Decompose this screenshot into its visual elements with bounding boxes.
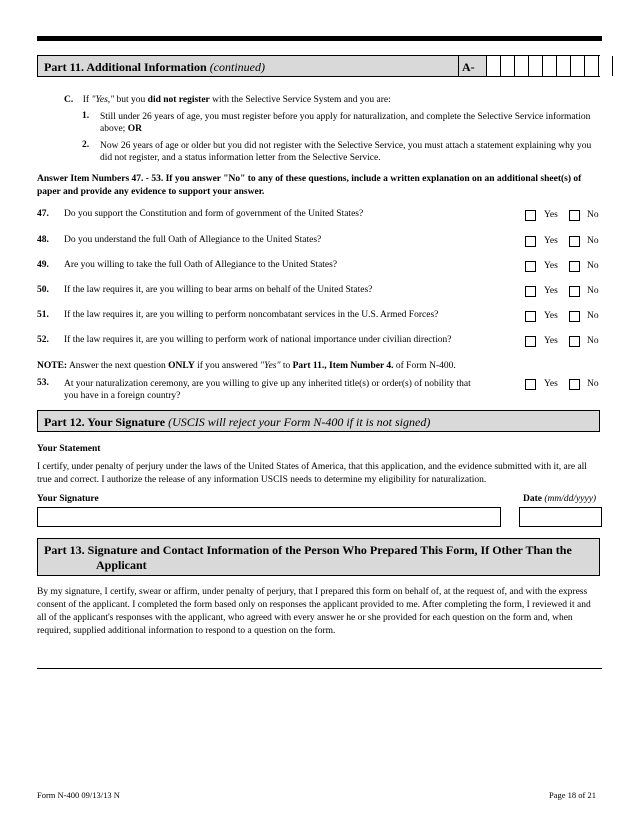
item-c-1-text: Still under 26 years of age, you must register before you apply for naturalization, and complete the Selective Service information above; OR <box>100 112 591 134</box>
q52-text: If the law requires it, are you willing to perform work of national importance under civilian direction? <box>64 335 452 345</box>
q49-no-label: No <box>587 261 599 271</box>
part13-text: By my signature, I certify, swear or affirm, under penalty of perjury, that I prepared this form on behalf of, at the request of, and with the express consent of the applicant. I completed the form based only on responses the applicant provided to me. After completing the form, I reviewed it and all of the applicant's responses with the applicant, who agreed with every answer he or she provided for each question on the form and, when required, supplied additional information to respond to a question on the form. <box>37 587 591 636</box>
part12-title: Part 12. Your Signature (USCIS will reject your Form N-400 if it is not signed) <box>44 415 431 429</box>
instructions: Answer Item Numbers 47. - 53. If you answer "No" to any of these questions, include a written explanation on an additional sheet(s) of paper and provide any evidence to support your answer. <box>37 174 582 197</box>
part12-header <box>37 410 600 432</box>
q51-text: If the law requires it, are you willing to perform noncombatant services in the U.S. Armed Forces? <box>64 310 439 320</box>
q53-yes-checkbox[interactable] <box>525 379 536 390</box>
q50-no-label: No <box>587 286 599 296</box>
item-c-2-text: Now 26 years of age or older but you did not register with the Selective Service, you must attach a statement explaining why you did not register, and a status information letter from the Selective Service. <box>100 141 592 163</box>
item-c-2-num: 2. <box>82 140 90 150</box>
q50-yes-checkbox[interactable] <box>525 286 536 297</box>
q47-num: 47. <box>37 209 49 219</box>
q52-yes-checkbox[interactable] <box>525 336 536 347</box>
q53-no-checkbox[interactable] <box>569 379 580 390</box>
q50-no-checkbox[interactable] <box>569 286 580 297</box>
q53-no-label: No <box>587 379 599 389</box>
q49-yes-label: Yes <box>544 261 558 271</box>
q52-no-label: No <box>587 336 599 346</box>
q48-no-checkbox[interactable] <box>569 236 580 247</box>
date-field[interactable] <box>519 507 602 527</box>
page-number: Page 18 of 21 <box>549 790 596 800</box>
item-c-1-num: 1. <box>82 111 90 121</box>
part13-title: Part 13. Signature and Contact Information of the Person Who Prepared This Form, If Other Than the Applicant <box>44 543 572 572</box>
q50-yes-label: Yes <box>544 286 558 296</box>
a-number-field[interactable] <box>486 56 626 76</box>
q51-no-checkbox[interactable] <box>569 311 580 322</box>
q52-yes-label: Yes <box>544 336 558 346</box>
q52-num: 52. <box>37 335 49 345</box>
q52-no-checkbox[interactable] <box>569 336 580 347</box>
divider <box>37 668 602 669</box>
date-label: Date (mm/dd/yyyy) <box>523 494 597 504</box>
signature-field[interactable] <box>37 507 501 527</box>
q51-no-label: No <box>587 311 599 321</box>
q47-no-checkbox[interactable] <box>569 210 580 221</box>
statement-heading: Your Statement <box>37 444 101 454</box>
q53-num: 53. <box>37 378 49 388</box>
q47-no-label: No <box>587 210 599 220</box>
statement-text: I certify, under penalty of perjury under the laws of the United States of America, that this application, and the evidence submitted with it, are all true and correct. I authorize the release of any information USCIS needs to determine my eligibility for naturalization. <box>37 462 587 485</box>
a-number-label: A- <box>462 60 475 74</box>
q51-yes-label: Yes <box>544 311 558 321</box>
q53-yes-label: Yes <box>544 379 558 389</box>
part13-header <box>37 538 600 576</box>
q49-text: Are you willing to take the full Oath of Allegiance to the United States? <box>64 260 338 270</box>
item-c: C. If "Yes," but you did not register with the Selective Service System and you are: <box>64 95 391 105</box>
q51-num: 51. <box>37 310 49 320</box>
q47-yes-label: Yes <box>544 210 558 220</box>
q48-yes-checkbox[interactable] <box>525 236 536 247</box>
part11-header <box>37 55 600 77</box>
q47-text: Do you support the Constitution and form of government of the United States? <box>64 209 364 219</box>
q53-text: At your naturalization ceremony, are you willing to give up any inherited title(s) or order(s) of nobility that you have in a foreign country? <box>64 379 471 401</box>
q51-yes-checkbox[interactable] <box>525 311 536 322</box>
q48-text: Do you understand the full Oath of Allegiance to the United States? <box>64 235 322 245</box>
q48-yes-label: Yes <box>544 236 558 246</box>
q50-text: If the law requires it, are you willing to bear arms on behalf of the United States? <box>64 285 373 295</box>
top-rule <box>37 36 602 41</box>
note: NOTE: Answer the next question ONLY if you answered "Yes" to Part 11., Item Number 4. of Form N-400. <box>37 361 456 371</box>
q48-no-label: No <box>587 236 599 246</box>
q47-yes-checkbox[interactable] <box>525 210 536 221</box>
q50-num: 50. <box>37 285 49 295</box>
part11-title: Part 11. Additional Information (continued) <box>44 60 265 74</box>
q48-num: 48. <box>37 235 49 245</box>
form-id: Form N-400 09/13/13 N <box>37 790 120 800</box>
q49-no-checkbox[interactable] <box>569 261 580 272</box>
signature-label: Your Signature <box>37 494 99 504</box>
q49-num: 49. <box>37 260 49 270</box>
q49-yes-checkbox[interactable] <box>525 261 536 272</box>
